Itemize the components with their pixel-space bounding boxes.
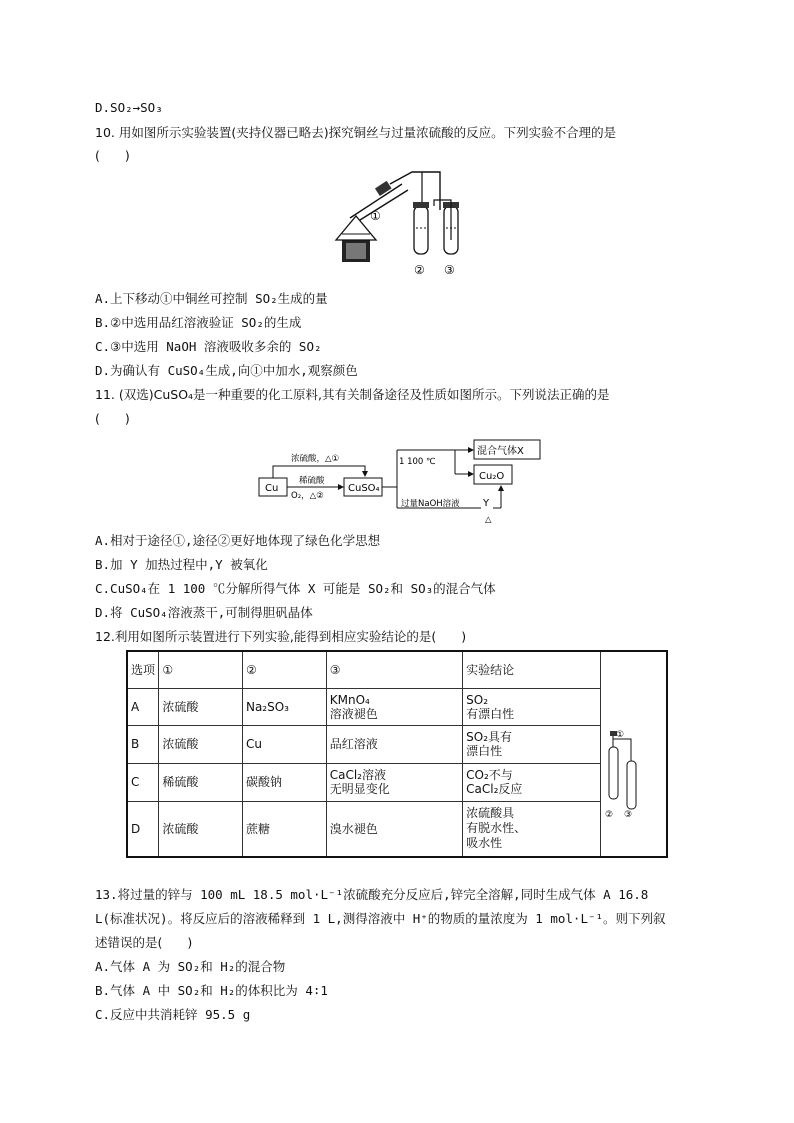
header-1: ① [159,651,243,688]
q10-option-d: D.为确认有 CuSO₄生成,向①中加水,观察颜色 [95,363,358,378]
row-d-reagent-2: 蔗糖 [242,801,326,857]
naoh-label: 过量NaOH溶液 [401,499,460,509]
q10-answer-blank: ( ) [95,148,130,163]
row-a-reagent-2: Na₂SO₃ [242,688,326,725]
row-d-conclusion: 浓硫酸具 有脱水性、 吸水性 [463,801,601,857]
q11-option-b: B.加 Y 加热过程中,Y 被氧化 [95,557,268,572]
q12-experiment-table [126,650,668,858]
row-c-option: C [127,763,159,801]
stopper [375,181,392,196]
q11-route-diagram [255,436,545,528]
temperature-label: 1 100 ℃ [399,457,436,467]
apparatus-cell [601,651,667,857]
label-3: ③ [444,263,455,277]
row-d-reagent-1: 浓硫酸 [159,801,243,857]
label-3: ③ [624,810,633,820]
q13-stem-line-1: 13.将过量的锌与 100 mL 18.5 mol·L⁻¹浓硫酸充分反应后,锌完全溶解,同时生成气体 A 16.8 [95,887,649,902]
q10-option-a: A.上下移动①中铜丝可控制 SO₂生成的量 [95,291,328,306]
row-a-reagent-1: 浓硫酸 [159,688,243,725]
q12-apparatus-figure [601,677,665,827]
row-b-option: B [127,725,159,763]
q13-option-a: A.气体 A 为 SO₂和 H₂的混合物 [95,959,286,974]
test-tube-2 [414,206,428,254]
y-label: Y [483,498,490,509]
gas-x-label: 混合气体X [477,446,524,457]
row-d-reagent-3: 溴水褪色 [326,801,462,857]
row-c-reagent-1: 稀硫酸 [159,763,243,801]
cuso4-label: CuSO₄ [348,483,380,494]
header-2: ② [242,651,326,688]
table-row-c [127,763,667,801]
q9-option-d: D.SO₂→SO₃ [95,100,163,115]
row-b-conclusion: SO₂具有 漂白性 [463,725,601,763]
row-a-reagent-3: KMnO₄ 溶液褪色 [326,688,462,725]
row-b-reagent-1: 浓硫酸 [159,725,243,763]
route-2-bottom-label: O₂，△② [291,491,324,501]
row-c-reagent-3: CaCl₂溶液 无明显变化 [326,763,462,801]
row-d-option: D [127,801,159,857]
table-row-b [127,725,667,763]
q11-option-d: D.将 CuSO₄溶液蒸干,可制得胆矾晶体 [95,605,313,620]
q10-option-c: C.③中选用 NaOH 溶液吸收多余的 SO₂ [95,339,322,354]
header-option: 选项 [127,651,159,688]
label-1: ① [370,209,381,223]
q12-stem: 12.利用如图所示装置进行下列实验,能得到相应实验结论的是( ) [95,629,467,644]
q11-option-c: C.CuSO₄在 1 100 ℃分解所得气体 X 可能是 SO₂和 SO₃的混合气体 [95,581,496,596]
q11-option-a: A.相对于途径①,途径②更好地体现了绿色化学思想 [95,533,381,548]
label-1: ① [616,730,625,740]
tube-3 [627,761,636,809]
heater-mesh [346,243,366,259]
table-row-d [127,801,667,857]
row-c-reagent-2: 碳酸钠 [242,763,326,801]
label-2: ② [605,810,614,820]
table-header-row [127,651,667,688]
tube-2 [609,747,618,799]
q11-answer-blank: ( ) [95,411,130,426]
q10-stem: 10. 用如图所示实验装置(夹持仪器已略去)探究铜丝与过量浓硫酸的反应。下列实验不合理的是 [95,125,617,140]
route-1-label: 浓硫酸，△① [291,454,340,464]
route-2-top-label: 稀硫酸 [299,476,325,486]
q10-apparatus-figure [330,170,480,280]
cu2o-label: Cu₂O [479,471,505,482]
heat-label: △ [485,515,492,525]
q11-stem: 11. (双选)CuSO₄是一种重要的化工原料,其有关制备途径及性质如图所示。下列说法正确的是 [95,387,610,402]
row-b-reagent-3: 品红溶液 [326,725,462,763]
row-a-option: A [127,688,159,725]
q13-stem-line-2: L(标准状况)。将反应后的溶液稀释到 1 L,测得溶液中 H⁺的物质的量浓度为 1 mol·L⁻¹。则下列叙 [95,911,666,926]
row-a-conclusion: SO₂ 有漂白性 [463,688,601,725]
header-3: ③ [326,651,462,688]
q13-option-c: C.反应中共消耗锌 95.5 g [95,1007,251,1022]
row-c-conclusion: CO₂不与 CaCl₂反应 [463,763,601,801]
label-2: ② [414,263,425,277]
header-conclusion: 实验结论 [463,651,601,688]
row-b-reagent-2: Cu [242,725,326,763]
q13-stem-line-3: 述错误的是( ) [95,935,193,950]
table-row-a [127,688,667,725]
q10-option-b: B.②中选用品红溶液验证 SO₂的生成 [95,315,302,330]
q13-option-b: B.气体 A 中 SO₂和 H₂的体积比为 4∶1 [95,983,328,998]
cu-label: Cu [265,483,279,494]
